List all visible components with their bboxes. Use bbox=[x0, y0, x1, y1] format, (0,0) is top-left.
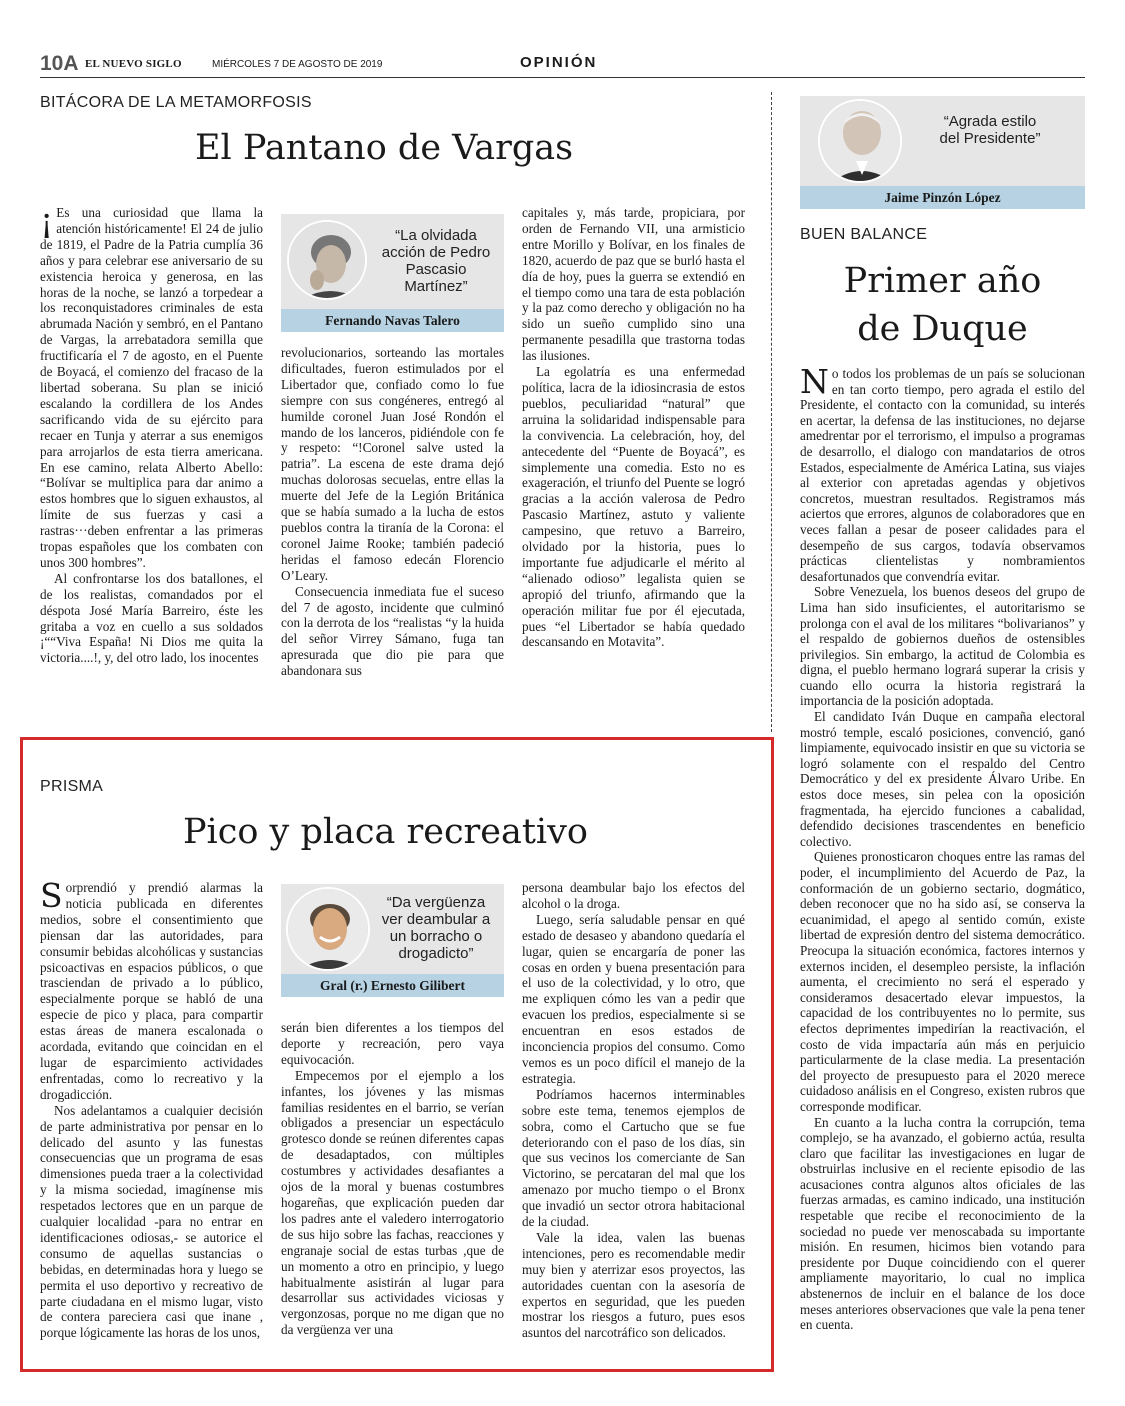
article2-paragraph: o todos los problemas de un país se solucionan en tan corto tiempo, pero agrada el estilo del Presidente, el contacto con la comunidad, su interés en acertar, la defensa de las instituciones, no dejarse amedrentar por el terrorismo, el impulso a programas de desarrollo, el dialogo con mandatarios de otros Estados, especialmente de América Latina, sus viajes al exterior con apretadas agendas y objetivos concretos, muestran resultados. Registramos más aciertos que errores, algunos de colaboradores que en veces fallan a pesar de poseer calidades para el desempeño de sus cargos, todavía observamos prácticas clientelistas y nombramientos desafortunados que convendría evitar. bbox=[800, 366, 1085, 584]
article2-headline-line: Primer año bbox=[843, 261, 1042, 301]
article3-kicker: PRISMA bbox=[40, 778, 104, 795]
article2-pull-quote: “Agrada estilo del Presidente” bbox=[939, 113, 1041, 147]
article1-column-2 bbox=[281, 345, 504, 679]
article1-pull-quote: “La olvidada acción de Pedro Pascasio Martínez” bbox=[381, 227, 491, 295]
article3-author-box bbox=[281, 884, 504, 997]
article1-dropcap: ¡ bbox=[40, 201, 54, 240]
article1-paragraph: revolucionarios, sorteando las mortales dificultades, fueron estimulados por el Libertador que, confiado como lo fue siempre con sus congéneres, entregó al humilde coronel Juan José Rondón el mando de los lanceros, pidiéndole con fe y respeto: “!Coronel salve usted la patria”. La escena de este drama dejó muchas dolorosas secuelas, entre ellas la muerte del Jefe de la Legión Británica que se había sumado a la lucha de estos pueblos contra la tiranía de la Corona: el coronel Jaime Rooke; también padeció heridas el famoso edecán Florencio O’Leary. bbox=[281, 345, 504, 583]
article3-dropcap: S bbox=[40, 876, 63, 915]
article3-paragraph: Luego, sería saludable pensar en qué estado de desaseo y abandono quedaría el lugar, quien se encargaría de poner las cosas en orden y buena presentación para el uso de la colectividad, y lo otro, que me expliquen cómo les van a pedir que evacuen los predios, especialmente si se encuentran en esos estados de inconciencia propios del consumo. Como vemos es un poco difícil el manejo de la estrategia. bbox=[522, 911, 745, 1086]
newspaper-name: EL NUEVO SIGLO bbox=[85, 58, 182, 70]
article3-author-name: Gral (r.) Ernesto Gilibert bbox=[281, 974, 504, 997]
article3-paragraph: Empecemos por el ejemplo a los infantes, los jóvenes y las mismas familias residentes en el barrio, se verían obligados a presenciar un espectáculo grotesco donde se reúnen diferentes capas de desadaptados, con múltiples costumbres y actividades desafiantes a ojos de la moral y buenas costumbres hogareñas, que explicación pueden dar los padres ante el valedero interrogatorio de sus hijo sobre las fachas, reacciones y engranaje social de estas turbas ,que de un momento a otro en principio, y luego habitualmente asistirán al lugar para desarrollar sus actividades viciosas y vergonzosas, porque no me digan que no da vergüenza ver una bbox=[281, 1067, 504, 1338]
article2-paragraph: El candidato Iván Duque en campaña electoral mostró temple, escaló posiciones, convenció, ganó limpiamente, equivocado insistir en que su victoria se logró solamente con el respaldo del Centro Democrático y del ex presidente Álvaro Uribe. En estos doce meses, sin pelea con la oposición fragmentada, ha ejercido funciones a cabalidad, defendido decisiones trascendentes en beneficio colectivo. bbox=[800, 709, 1085, 849]
article3-headline: Pico y placa recreativo bbox=[183, 812, 588, 852]
author-photo-gilibert bbox=[286, 887, 370, 971]
author-portrait-icon bbox=[820, 101, 902, 183]
article1-headline: El Pantano de Vargas bbox=[195, 128, 574, 168]
author-photo-pinzon bbox=[818, 99, 902, 183]
masthead bbox=[40, 50, 1085, 78]
article2-dropcap: N bbox=[800, 362, 829, 401]
column-divider bbox=[771, 92, 772, 732]
page-number: 10A bbox=[40, 52, 79, 75]
article2-headline-line: de Duque bbox=[857, 309, 1028, 349]
article2-paragraph: En cuanto a la lucha contra la corrupción, tema complejo, se ha avanzado, el gobierno actúa, resulta claro que facilitar las investigaciones en lugar de obstruirlas inclusive en el reciente episodio de las acusaciones contra algunos altos oficiales de las fuerzas armadas, es camino indicado, una institución respetable que recibe el reconocimiento de la sociedad no puede ver menoscabada su importante misión. En resumen, hicimos bien votando para presidente por Duque coincidiendo con el querer ampliamente mayoritario, lo cual no implica abstenernos de incluir en el balance de los doce meses anteriores observaciones que vale la pena tener en cuenta. bbox=[800, 1114, 1085, 1333]
article1-paragraph: La egolatría es una enfermedad política, lacra de la idiosincrasia de estos pueblos, peculiaridad “natural” que arruina la solidaridad indispensable para la convivencia. La celebración, hoy, del antecedente del “Puente de Boyacá”, es simplemente una comedia. Esto no es exageración, el triunfo del Puente se logró gracias a la acción valerosa de Pedro Pascasio Martínez, astuto y valiente campesino, que retuvo a Barreiro, olvidado por la historia, pues lo importante fue adjudicarle el mérito al “alienado odioso” legalista quien se apropió del triunfo, afirmando que la operación militar fue por él ejecutada, pues “el Libertador se había quedado descansando en Motavita”. bbox=[522, 364, 746, 650]
article1-paragraph: Consecuencia inmediata fue el suceso del 7 de agosto, incidente que culminó con la derrota de los “realistas “y la huida del señor Virrey Sámano, fuga tan apresurada que dio pie para que abandonara sus bbox=[281, 583, 504, 679]
author-photo-navas bbox=[287, 220, 367, 300]
article3-pull-quote: “Da vergüenza ver deambular a un borracho o drogadicto” bbox=[381, 894, 491, 962]
article2-kicker: BUEN BALANCE bbox=[800, 226, 928, 243]
article3-paragraph: Podríamos hacernos interminables sobre este tema, tenemos ejemplos de sobra, como el Cartucho que se fue deteriorando con el paso de los días, sin que sus vecinos los comerciante de San Victorino, se percataran del mal que los amenazo por mucho tiempo o el Bronx que invadió un sector otrora habitacional de la ciudad. bbox=[522, 1086, 745, 1230]
article1-author-name: Fernando Navas Talero bbox=[281, 309, 504, 332]
article1-author-box bbox=[281, 214, 504, 332]
article2-paragraph: Sobre Venezuela, los buenos deseos del grupo de Lima han sido insuficientes, el autoritarismo se prolonga con el aval de los militares “bolivarianos” y el respaldo de gobiernos dueños de ostensibles privilegios. Sin embargo, la actitud de Colombia es digna, el pueblo hermano logrará superar la crisis y cuando ello ocurra la historia registrará la importancia de la posición adoptada. bbox=[800, 584, 1085, 709]
article1-paragraph: capitales y, más tarde, propiciara, por orden de Fernando VII, una armisticio entre Morillo y Bolívar, en los finales de 1820, acuerdo de paz que se burló hasta el día de hoy, pues la guerra se extendió en el tiempo como una tara de esta población y la paz como derecho y obligación no ha sido un sueño cumplido sino una permanente pesadilla que trastorna todas las ilusiones. bbox=[522, 205, 746, 364]
article1-kicker: BITÁCORA DE LA METAMORFOSIS bbox=[40, 94, 312, 111]
article3-paragraph: serán bien diferentes a los tiempos del deporte y recreación, pero vaya equivocación. bbox=[281, 1020, 504, 1067]
article3-paragraph: Nos adelantamos a cualquier decisión de parte administrativa por pensar en lo delicado del asunto y las funestas consecuencias que un programa de esas dimensiones pueda traer a la colectividad y la misma sociedad, imagínense mis respetados lectores que en un parque de cualquier localidad -para no entrar en identificaciones odiosas,- se autorice el consumo de aquellas sustancias o bebidas, en determinadas hora y luego se permita el uso deportivo y recreativo de parte ciudadana en el mismo lugar, visto de contera pareciera casi que inane , porque lógicamente las horas de los unos, bbox=[40, 1102, 263, 1341]
article2-paragraph: Quienes pronosticaron choques entre las ramas del poder, el incumplimiento del Acuerdo de Paz, la conformación de un gobierno sectario, dogmático, deben reconocer que no ha sido así, se conserva la ecuanimidad, el apego al sentido común, existe libertad de expresión dentro del sistema democrático. Preocupa la situación económica, factores internos y externos inciden, el desempleo persiste, la inflación aumenta, el crecimiento no será el esperado y consideramos desacertado elevar impuestos, la capacidad de los contribuyentes no lo permite, sus efectos deprimentes impedirían la reactivación, el costo de vida impactaría aún más en perjuicio particularmente de la clase media. La presentación del proyecto de presupuesto para el 2020 merece cuidadoso análisis en el Congreso, existen rubros que corresponde modificar. bbox=[800, 849, 1085, 1114]
article1-paragraph: Al confrontarse los dos batallones, el de los realistas, comandados por el déspota José María Barreiro, éste les gritaba a voz en cuello a sus soldados ¡““Viva España! Ni Dios me quita la victoria....!, y, del otro lado, los inocentes bbox=[40, 570, 263, 666]
article2-author-box bbox=[800, 96, 1085, 209]
article3-paragraph: persona deambular bajo los efectos del alcohol o la droga. bbox=[522, 880, 745, 911]
article1-column-1 bbox=[40, 201, 264, 666]
article3-paragraph: Vale la idea, valen las buenas intenciones, pero es recomendable medir muy bien y aterrizar esos proyectos, las autoridades cuentan con la asesoría de expertos en seguridad, que les pueden mostrar los riesgos a futuro, pues esos asuntos del narcotráfico son delicados. bbox=[522, 1229, 745, 1341]
article1-column-3 bbox=[522, 205, 745, 650]
issue-date: MIÉRCOLES 7 DE AGOSTO DE 2019 bbox=[212, 59, 383, 70]
article3-paragraph: orprendió y prendió alarmas la noticia publicada en diferentes medios, sobre el consentimiento que piensan dar las autoridades, para consumir bebidas alcohólicas y sustancias psicoactivas en espacios públicos, o que trasciendan de privado a lo público, especialmente porque se habló de una especie de pico y placa, para compartir estas áreas de manera escalonada o acordada, evitando que coincidan en el lugar de esparcimiento actividades enfrentadas, como lo recreativo y la drogadicción. bbox=[40, 880, 263, 1102]
author-portrait-icon bbox=[288, 889, 370, 971]
article3-column-3 bbox=[522, 880, 745, 1341]
article2-headline bbox=[800, 257, 1085, 353]
article3-column-2 bbox=[281, 1020, 504, 1338]
article2-author-name: Jaime Pinzón López bbox=[800, 186, 1085, 209]
author-portrait-icon bbox=[289, 222, 367, 300]
article1-paragraph: Es una curiosidad que llama la atención históricamente! El 24 de julio de 1819, el Padre de la Patria cumplía 36 años y para celebrar ese aniversario de su existencia heroica y generosa, en las horas de la noche, se lanzó a torpedear a los reconquistadores criminales de esta abrumada Nación y sembró, en el Pantano de Vargas, la arrebatadora semilla que fructificaría el 7 de agosto, en el Puente de Boyacá, el comienzo del fracaso de la libertad soberana. Su plan se inició escalando la cordillera de los Andes sacrificando vida de su ejército para recaer en Tunja y aterrar a sus enemigos para arrojarlos de esta tierra americana. En ese camino, relata Alberto Abello: “Bolívar se multiplica para dar animo a estos hombres que lo siguen exhaustos, al límite de sus fuerzas y casi a rastras···deben enfrentar a las primeras tropas españoles que los combaten con unos 300 hombres”. bbox=[40, 205, 264, 570]
section-title: OPINIÓN bbox=[520, 54, 598, 71]
article2-column bbox=[800, 362, 1085, 1333]
article3-column-1 bbox=[40, 876, 263, 1341]
